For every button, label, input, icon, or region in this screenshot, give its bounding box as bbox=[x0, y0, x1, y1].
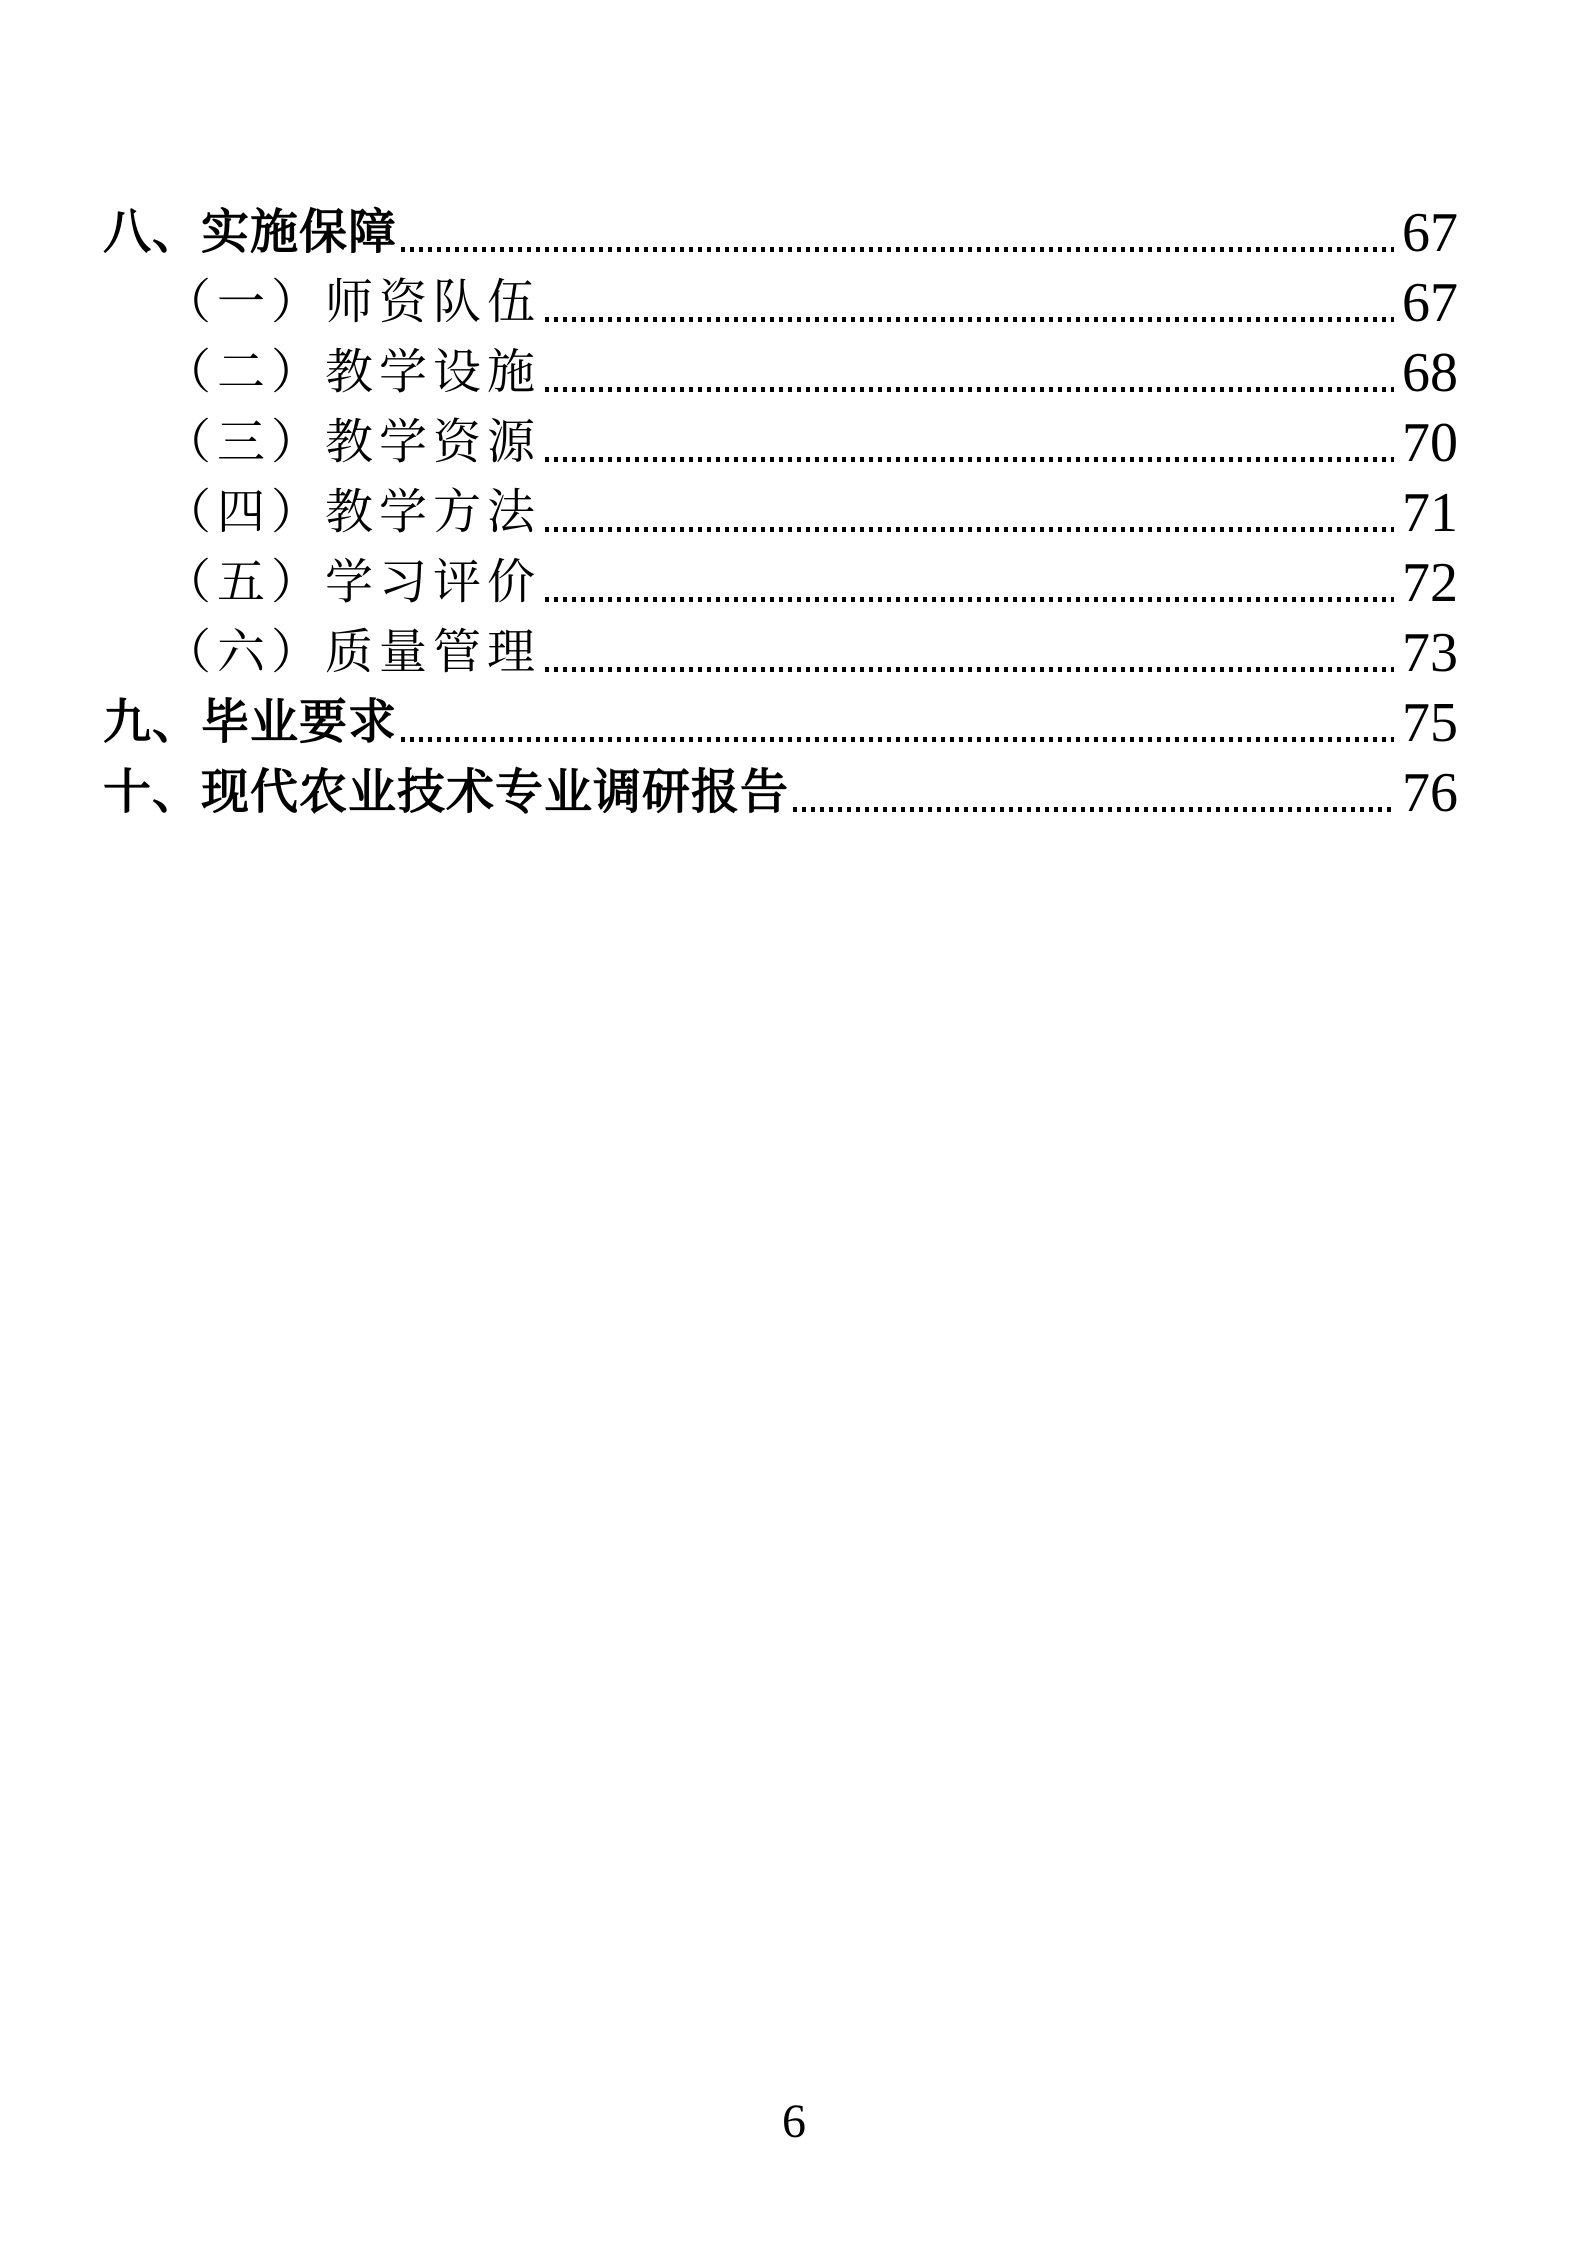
dot-leader bbox=[401, 247, 1394, 252]
toc-entry[interactable] bbox=[103, 407, 1458, 477]
dot-leader bbox=[545, 457, 1394, 462]
toc-entry-label: （五）学习评价 bbox=[163, 556, 542, 609]
toc-page-number: 72 bbox=[1402, 552, 1458, 615]
toc-entry-label: 八、实施保障 bbox=[103, 206, 398, 259]
toc-page-number: 73 bbox=[1402, 622, 1458, 685]
toc-entry-label: （二）教学设施 bbox=[163, 346, 542, 399]
toc-entry-label: 九、毕业要求 bbox=[103, 696, 398, 749]
toc-page-number: 71 bbox=[1402, 482, 1458, 545]
dot-leader bbox=[545, 317, 1394, 322]
toc-page-number: 68 bbox=[1402, 342, 1458, 405]
toc-page-number: 70 bbox=[1402, 412, 1458, 475]
toc-entry[interactable] bbox=[103, 267, 1458, 337]
toc-entry-label: （一）师资队伍 bbox=[163, 276, 542, 329]
toc-page-number: 67 bbox=[1402, 272, 1458, 335]
toc-entry-label: （六）质量管理 bbox=[163, 626, 542, 679]
dot-leader bbox=[545, 527, 1394, 532]
toc-entry[interactable] bbox=[103, 757, 1458, 827]
toc-entry[interactable] bbox=[103, 337, 1458, 407]
toc-entry[interactable] bbox=[103, 617, 1458, 687]
dot-leader bbox=[545, 387, 1394, 392]
toc-entry-label: （四）教学方法 bbox=[163, 486, 542, 539]
table-of-contents bbox=[103, 197, 1458, 827]
toc-entry[interactable] bbox=[103, 477, 1458, 547]
dot-leader bbox=[793, 807, 1394, 812]
dot-leader bbox=[401, 737, 1394, 742]
toc-entry[interactable] bbox=[103, 547, 1458, 617]
toc-page-number: 67 bbox=[1402, 202, 1458, 265]
toc-entry-label: 十、现代农业技术专业调研报告 bbox=[103, 766, 790, 819]
toc-entry-label: （三）教学资源 bbox=[163, 416, 542, 469]
dot-leader bbox=[545, 667, 1394, 672]
toc-page-number: 75 bbox=[1402, 692, 1458, 755]
toc-entry[interactable] bbox=[103, 687, 1458, 757]
toc-page-number: 76 bbox=[1402, 762, 1458, 825]
dot-leader bbox=[545, 597, 1394, 602]
toc-entry[interactable] bbox=[103, 197, 1458, 267]
page-footer-number: 6 bbox=[782, 2095, 806, 2148]
